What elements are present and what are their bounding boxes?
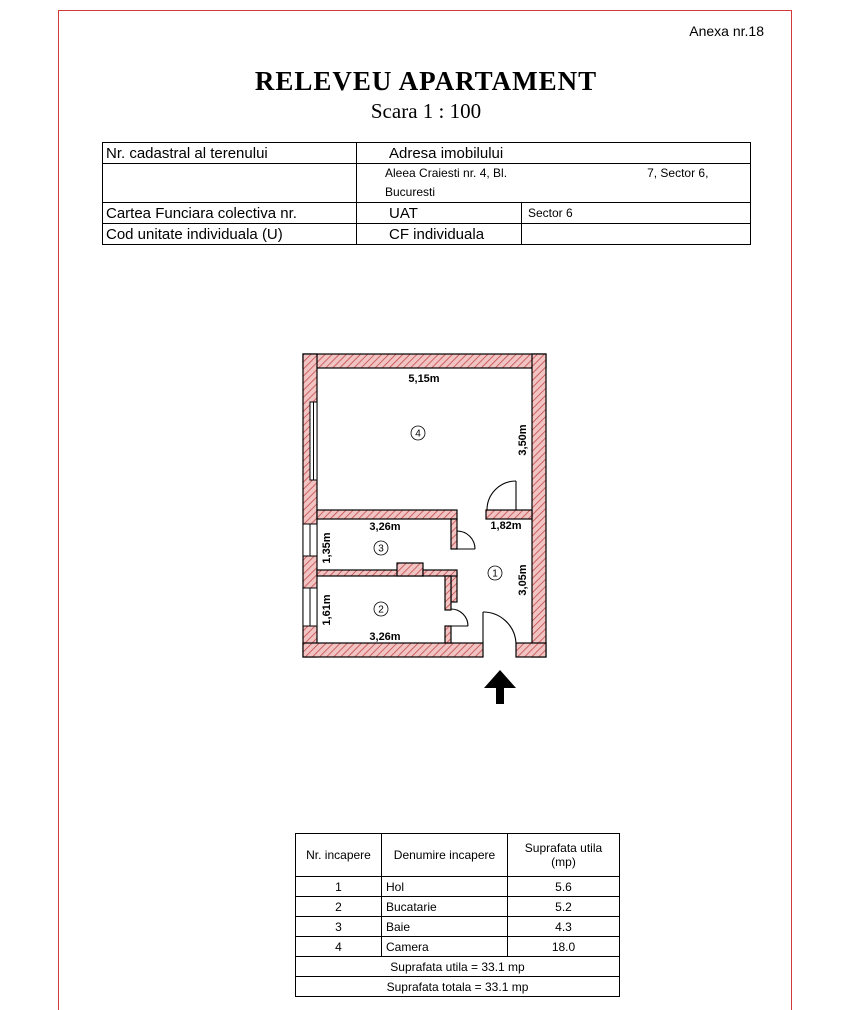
wall-bath-corner [423,570,457,576]
table-row: 1 Hol 5.6 [296,877,620,897]
address-line-2: Bucuresti [385,185,436,199]
address-line-1: Aleea Craiesti nr. 4, Bl. [385,166,508,180]
total-area: Suprafata totala = 33.1 mp [296,977,620,997]
total-useful-row [296,957,620,977]
cf-individual-label: CF individuala [357,224,522,245]
dim-hall-width: 1,82m [490,520,522,532]
room-number-3: 3 [378,543,384,555]
doors [451,481,516,643]
room-number-1: 1 [492,568,498,580]
table-row: 4 Camera 18.0 [296,937,620,957]
document-title: RELEVEU APARTAMENT [254,66,598,96]
dim-room4-height: 3,50m [517,424,529,456]
dim-room3-height: 1,35m [321,532,333,564]
wall-kitchen-hall-top [445,576,451,610]
header-room-area: Suprafata utila (mp) [508,834,620,877]
rooms-table [295,833,620,997]
uat-label: UAT [357,203,522,224]
room-number-2: 2 [378,604,384,616]
uat-value: Sector 6 [522,203,751,224]
dim-room3-width: 3,26m [369,521,401,533]
table-row: 3 Baie 4.3 [296,917,620,937]
door-entrance-swing [483,612,516,643]
door-bath-swing [457,531,475,549]
address-label: Adresa imobilului [357,143,751,164]
wall-room4-bath-right [486,510,532,519]
cf-collective-label: Cartea Funciara colectiva nr. [103,203,357,224]
wall-bottom-left [303,643,483,657]
annex-number: Anexa nr.18 [689,23,764,39]
door-kitchen-swing [451,609,468,626]
table-row: 2 Bucatarie 5.2 [296,897,620,917]
wall-bottom-right [516,643,546,657]
room-number-4: 4 [415,428,421,440]
wall-bath-hall-top [451,519,457,549]
wall-room4-bath-left [317,510,457,519]
outer-walls [303,354,546,657]
total-area-row [296,977,620,997]
wall-kitchen-hall-bottom [445,626,451,643]
cadastral-label: Nr. cadastral al terenului [103,143,357,164]
door-room4-swing [487,481,516,510]
dim-hall-height: 3,05m [517,564,529,596]
address-line-1-end: 7, Sector 6, [647,166,709,180]
wall-shaft [397,563,423,576]
wall-top [303,354,546,368]
dim-room4-width: 5,15m [408,373,440,385]
unit-code-label: Cod unitate individuala (U) [103,224,357,245]
header-room-nr: Nr. incapere [296,834,382,877]
entrance-arrow-icon [484,670,516,704]
dim-room2-height: 1,61m [321,594,333,626]
wall-right [532,354,546,657]
table-header-row [296,834,620,877]
dim-room2-width: 3,26m [369,631,401,643]
scale-label: Scara 1 : 100 [370,99,482,123]
total-useful-area: Suprafata utila = 33.1 mp [296,957,620,977]
header-room-name: Denumire incapere [382,834,508,877]
